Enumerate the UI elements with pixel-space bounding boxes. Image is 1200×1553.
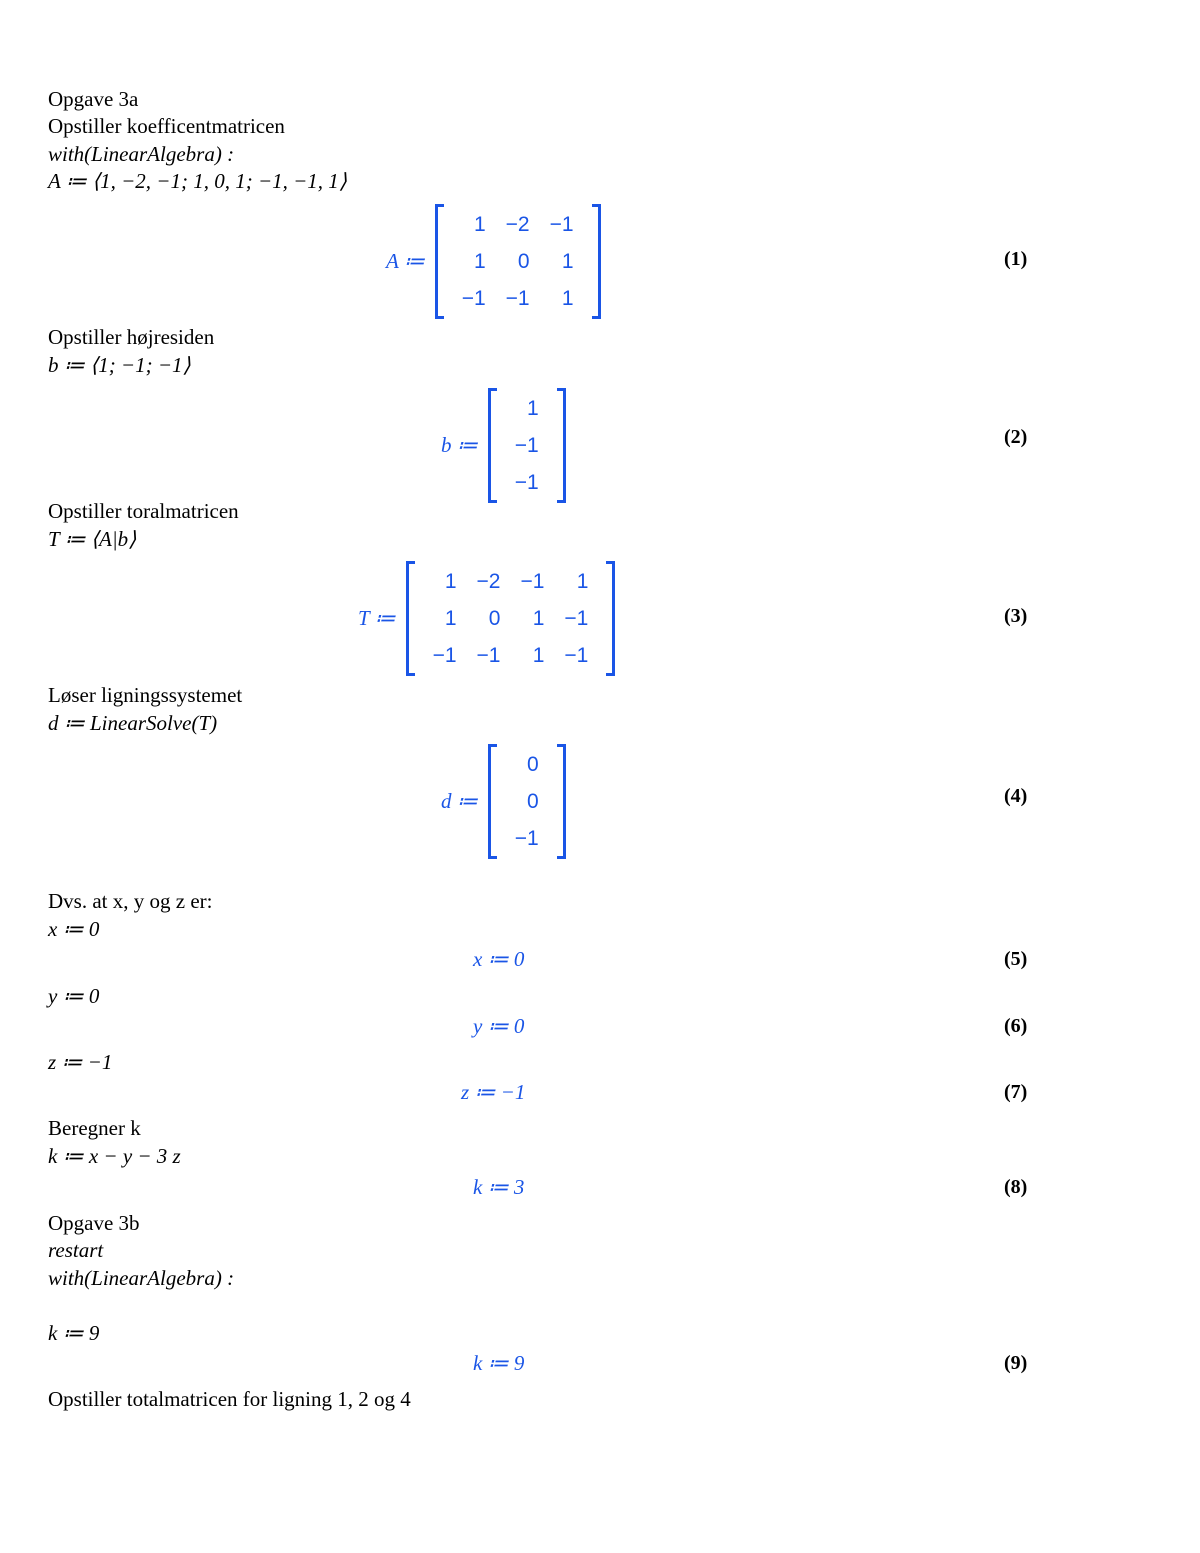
text-toralmatricen: Opstiller toralmatricen [48,499,239,523]
output-k: k ≔ 3 [473,1175,525,1199]
output-matrix-b [441,388,566,503]
equation-number: (6) [1004,1015,1028,1037]
matrix-cell: −1 [514,434,539,457]
matrix-cell: 1 [444,607,457,630]
text-dvs: Dvs. at x, y og z er: [48,889,213,913]
cmd-restart[interactable]: restart [48,1238,104,1262]
cmd-define-k-9[interactable]: k ≔ 9 [48,1321,100,1345]
right-bracket [557,744,566,859]
equation-number: (4) [1004,785,1028,807]
equation-number: (1) [1004,248,1028,270]
matrix-cell: 1 [561,287,574,310]
cmd-define-z[interactable]: z ≔ −1 [48,1050,113,1074]
matrix-cell: −1 [520,570,545,593]
left-bracket [406,561,415,676]
matrix-cell: −1 [514,471,539,494]
matrix-cell: 0 [517,250,530,273]
matrix-cell: −1 [505,287,530,310]
output-x: x ≔ 0 [473,947,525,971]
cmd-with-linearalgebra-2[interactable]: with(LinearAlgebra) : [48,1266,235,1290]
matrix-cell: −1 [461,287,486,310]
cmd-define-T[interactable]: T ≔ ⟨A|b⟩ [48,527,137,551]
matrix-cell: 0 [527,753,539,776]
text-loser-ligningssystemet: Løser ligningssystemet [48,683,243,707]
equation-number: (2) [1004,426,1028,448]
matrix-cell: 1 [561,250,574,273]
cmd-define-y[interactable]: y ≔ 0 [48,984,100,1008]
matrix-label: b ≔ [441,433,478,457]
matrix-cell: −1 [432,644,457,667]
left-bracket [435,204,444,319]
output-k-9: k ≔ 9 [473,1351,525,1375]
equation-number: (3) [1004,605,1028,627]
right-bracket [557,388,566,503]
matrix-cell: 1 [532,644,545,667]
output-y: y ≔ 0 [473,1014,525,1038]
matrix-cell: 1 [473,250,486,273]
text-hojresiden: Opstiller højresiden [48,325,215,349]
matrix-cell: −1 [564,644,589,667]
matrix-label: A ≔ [386,249,425,273]
right-bracket [592,204,601,319]
equation-number: (5) [1004,948,1028,970]
matrix-grid [415,561,607,676]
matrix-cell: −2 [505,213,530,236]
matrix-cell: −1 [549,213,574,236]
output-matrix-A [386,204,601,319]
text-beregner-k: Beregner k [48,1116,141,1140]
equation-number: (9) [1004,1352,1028,1374]
cmd-define-b[interactable]: b ≔ ⟨1; −1; −1⟩ [48,353,191,377]
matrix-cell: −2 [476,570,501,593]
cmd-with-linearalgebra[interactable]: with(LinearAlgebra) : [48,142,235,166]
cmd-define-A[interactable]: A ≔ ⟨1, −2, −1; 1, 0, 1; −1, −1, 1⟩ [48,169,348,193]
output-z: z ≔ −1 [461,1080,526,1104]
right-bracket [606,561,615,676]
matrix-grid [497,744,557,859]
matrix-cell: 1 [576,570,589,593]
matrix-cell: 1 [532,607,545,630]
heading-opgave-3a: Opgave 3a [48,87,139,111]
matrix-cell: 1 [444,570,457,593]
text-koefficentmatricen: Opstiller koefficentmatricen [48,114,285,138]
matrix-cell: 0 [527,790,539,813]
equation-number: (8) [1004,1176,1028,1198]
output-matrix-T [358,561,615,676]
matrix-cell: 1 [527,397,539,420]
matrix-grid [444,204,592,319]
heading-opgave-3b: Opgave 3b [48,1211,140,1235]
left-bracket [488,744,497,859]
equation-number: (7) [1004,1081,1028,1103]
cmd-define-k[interactable]: k ≔ x − y − 3 z [48,1144,181,1168]
cmd-define-x[interactable]: x ≔ 0 [48,917,100,941]
matrix-cell: −1 [476,644,501,667]
matrix-cell: 1 [473,213,486,236]
matrix-cell: −1 [514,827,539,850]
left-bracket [488,388,497,503]
text-totalmatricen-1-2-4: Opstiller totalmatricen for ligning 1, 2 og 4 [48,1387,411,1411]
cmd-linearsolve[interactable]: d ≔ LinearSolve(T) [48,711,218,735]
matrix-label: d ≔ [441,789,478,813]
matrix-cell: −1 [564,607,589,630]
matrix-cell: 0 [488,607,501,630]
output-matrix-d [441,744,566,859]
matrix-label: T ≔ [358,606,396,630]
matrix-grid [497,388,557,503]
